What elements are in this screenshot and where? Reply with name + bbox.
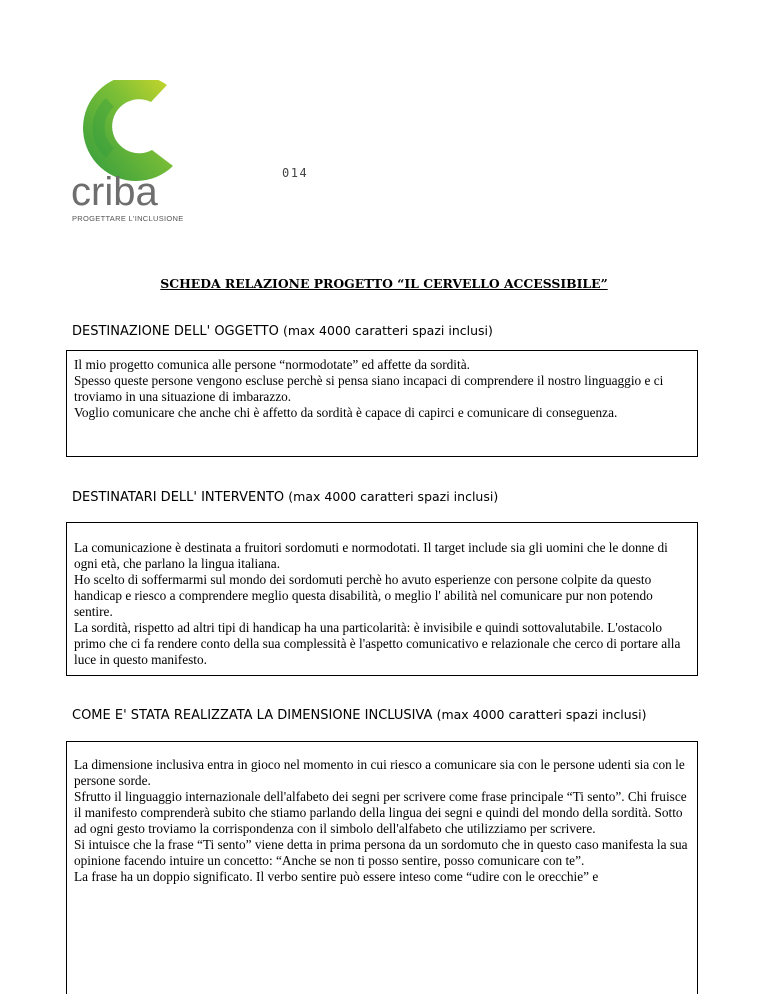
- section-box-destinazione: [66, 350, 698, 457]
- paragraph: Il mio progetto comunica alle persone “normodotate” ed affette da sordità.: [74, 357, 470, 372]
- section-heading-note: (max 4000 caratteri spazi inclusi): [436, 707, 647, 722]
- section-heading-text: COME E' STATA REALIZZATA LA DIMENSIONE INCLUSIVA: [72, 708, 433, 723]
- paragraph: La comunicazione è destinata a fruitori sordomuti e normodotati. Il target include sia gli uomini che le donne di ogni età, che parlano la lingua italiana.: [74, 540, 668, 571]
- section-heading-destinazione: [72, 323, 493, 339]
- paragraph: La frase ha un doppio significato. Il verbo sentire può essere inteso come “udire con le orecchie” e: [74, 869, 599, 884]
- document-title: SCHEDA RELAZIONE PROGETTO “IL CERVELLO ACCESSIBILE”: [160, 276, 608, 291]
- paragraph: Spesso queste persone vengono escluse perchè si pensa siano incapaci di comprendere il nostro linguaggio e ci troviamo in una situazione di imbarazzo.: [74, 373, 664, 404]
- section-box-dimensione-inclusiva: [66, 741, 698, 994]
- section-box-destinatari: [66, 522, 698, 676]
- paragraph: Ho scelto di soffermarmi sul mondo dei sordomuti perchè ho avuto esperienze con persone colpite da questo handicap e riesco a comprendere meglio questa disabilità, o meglio l' abilità nel comunicare pur non potendo sentire.: [74, 572, 653, 619]
- section-heading-note: (max 4000 caratteri spazi inclusi): [288, 489, 499, 504]
- section-heading-dimensione-inclusiva: [72, 707, 647, 723]
- logo-wordmark: criba: [71, 170, 158, 214]
- paragraph: Voglio comunicare che anche chi è affetto da sordità è capace di capirci e comunicare di conseguenza.: [74, 405, 618, 420]
- section-heading-destinatari: [72, 489, 498, 505]
- paragraph: Sfrutto il linguaggio internazionale dell'alfabeto dei segni per scrivere come frase principale “Ti sento”. Chi fruisce il manifesto comprenderà subito che stiamo parlando della lingua dei segni e quindi del mondo della sordità. Sotto ad ogni gesto troviamo la corrispondenza con il simbolo dell'alfabeto che utilizziamo per scrivere.: [74, 789, 687, 836]
- section-heading-note: (max 4000 caratteri spazi inclusi): [282, 323, 493, 338]
- section-heading-text: DESTINAZIONE DELL' OGGETTO: [72, 324, 279, 339]
- paragraph: La sordità, rispetto ad altri tipi di handicap ha una particolarità: è invisibile e quindi sottovalutabile. L'ostacolo primo che ci fa rendere conto della sua complessità è l'aspetto comunicativo e relazionale che cerco di portare alla luce in questo manifesto.: [74, 620, 681, 667]
- paragraph: La dimensione inclusiva entra in gioco nel momento in cui riesco a comunicare sia con le persone udenti sia con le persone sorde.: [74, 757, 685, 788]
- paragraph: Si intuisce che la frase “Ti sento” viene detta in prima persona da un sordomuto che in questo caso manifesta la sua opinione facendo intuire un concetto: “Anche se non ti posso sentire, posso comunicare con te”.: [74, 837, 688, 868]
- section-heading-text: DESTINATARI DELL' INTERVENTO: [72, 490, 285, 505]
- document-number: 014: [282, 166, 309, 180]
- logo-tagline: PROGETTARE L'INCLUSIONE: [72, 214, 184, 223]
